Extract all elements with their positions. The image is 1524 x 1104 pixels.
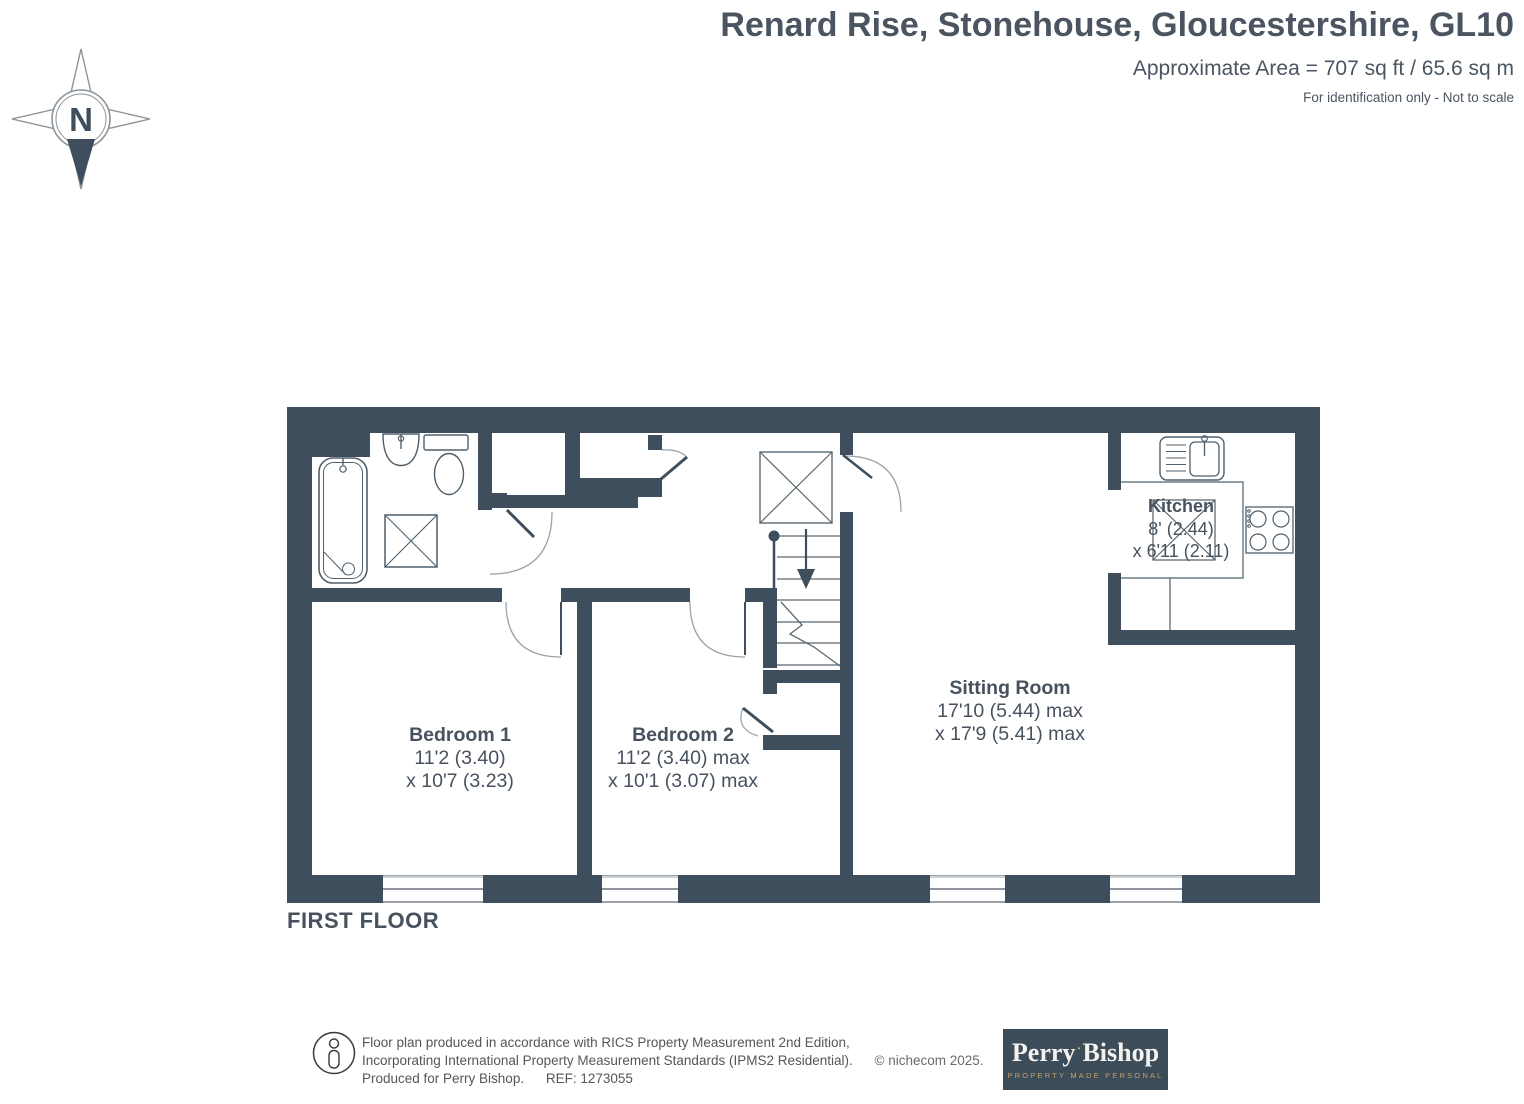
basin-icon [383,434,419,466]
newel-post [769,531,780,542]
compass-south-filled [67,139,95,186]
person-icon [312,1031,356,1075]
kitchen-sink-icon [1160,436,1224,480]
compass-north-label: N [69,101,93,138]
reference-number: REF: 1273055 [545,1071,633,1086]
perry-bishop-logo [1003,1029,1168,1090]
landing-closet-door [661,450,687,479]
shower-icon [385,515,437,567]
compass-rose-icon [6,44,156,202]
understairs-cupboard-door [741,708,773,736]
bedroom2-dim1: 11'2 (3.40) max [616,747,750,769]
sitting-room-door [843,455,901,512]
hob-icon [1246,507,1293,553]
bedroom1-dim1: 11'2 (3.40) [414,747,506,769]
bedroom2-label: Bedroom 2 [632,724,734,746]
bathroom-door [490,510,552,574]
footer-line2: Incorporating International Property Measurement Standards (IPMS2 Residential). [362,1053,853,1068]
bedroom1-door [506,602,561,657]
approximate-area: Approximate Area = 707 sq ft / 65.6 sq m [1132,57,1514,81]
logo-tagline: PROPERTY MADE PERSONAL [1007,1070,1164,1080]
stairs-break-line [781,602,840,666]
logo-brand-right: Bishop [1082,1037,1160,1067]
stairs-down-arrow [797,529,815,589]
window [930,876,1005,903]
copyright: © nichecom 2025. [874,1053,984,1068]
logo-brand [1011,1037,1160,1067]
sitting-room-dim2: x 17'9 (5.41) max [934,723,1086,745]
skylight-box [760,452,832,523]
footer-line1: Floor plan produced in accordance with RICS Property Measurement 2nd Edition, [362,1035,850,1050]
window [602,876,678,903]
logo-separator: · [1076,1040,1082,1057]
logo-brand-left: Perry [1011,1037,1076,1067]
kitchen-dim2: x 6'11 (2.11) [1132,541,1230,561]
kitchen-dim1: 8' (2.44) [1148,519,1214,539]
kitchen-label: Kitchen [1147,496,1215,516]
bathtub-icon [319,458,367,583]
window [1110,876,1182,903]
doors [490,450,901,736]
bedroom2-door [690,602,745,657]
toilet-icon [424,435,468,495]
footer-disclaimer [362,1034,984,1088]
sitting-room-dim1: 17'10 (5.44) max [937,700,1083,722]
header [720,6,1514,105]
scale-disclaimer: For identification only - Not to scale [1303,90,1514,106]
bedroom2-dim2: x 10'1 (3.07) max [607,770,759,792]
window [383,876,483,903]
footer-line3: Produced for Perry Bishop. [362,1071,525,1086]
bedroom1-dim2: x 10'7 (3.23) [406,770,514,792]
sitting-room-label: Sitting Room [949,677,1071,699]
bedroom1-label: Bedroom 1 [409,724,511,746]
page-title: Renard Rise, Stonehouse, Gloucestershire, GL10 [720,6,1514,44]
floor-plan [287,405,1320,905]
floor-label: FIRST FLOOR [287,908,440,933]
